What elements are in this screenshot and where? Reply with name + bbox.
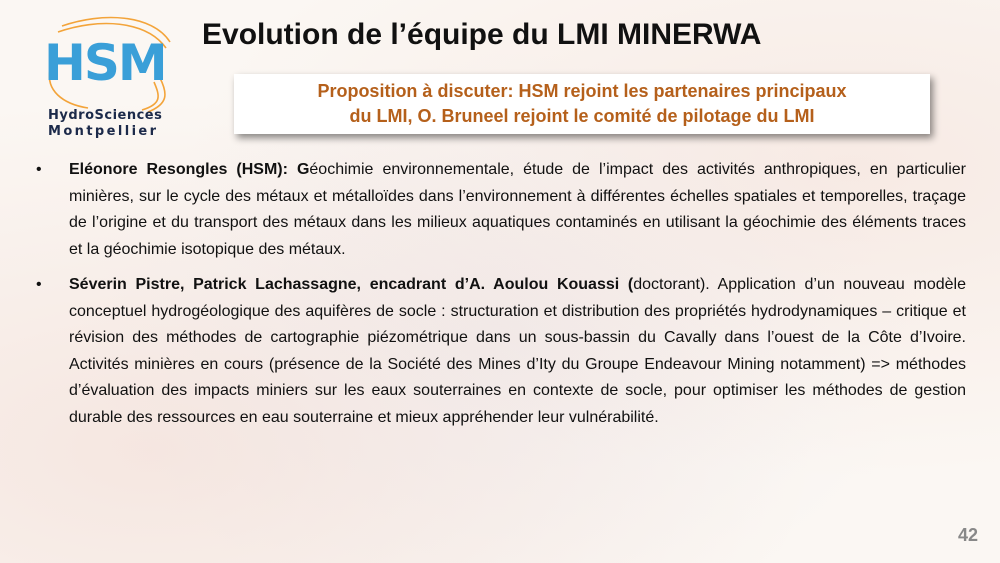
proposal-box (234, 74, 930, 134)
proposal-line-2: du LMI, O. Bruneel rejoint le comité de pilotage du LMI (349, 106, 815, 126)
bullet-icon: • (36, 276, 42, 293)
bullet-text: doctorant). Application d’un nouveau modèle conceptuel hydrogéologique des aquifères de socle : structuration et distribution des propriétés hydrodynamiques – critique et révision des méthodes de cartographie piézométrique dans un sous-bassin du Cavally dans l’ouest de la Côte d’Ivoire. Activités minières en cours (présence de la Société des Mines d’Ity du Groupe Endeavour Mining notamment) => méthodes d’évaluation des impacts miniers sur les eaux souterraines en contexte de socle, pour optimiser les méthodes de gestion durable des ressources en eau souterraine et mieux appréhender leur vulnérabilité. (69, 276, 966, 426)
logo-tagline (48, 108, 188, 140)
bullet-item-pistre (36, 272, 966, 431)
bullet-lead: Séverin Pistre, Patrick Lachassagne, encadrant d’A. Aoulou Kouassi ( (69, 276, 634, 293)
bullet-icon: • (36, 161, 42, 178)
bullet-lead: Eléonore Resongles (HSM): G (69, 161, 310, 178)
bullet-text: éochimie environnementale, étude de l’impact des activités anthropiques, en particulier minières, sur le cycle des métaux et métalloïdes dans l’environnement à différentes échelles spatiales et temporelles, traçage de l’origine et du transport des métaux dans les milieux aquatiques contaminés en utilisant la géochimie des éléments traces et la géochimie isotopique des métaux. (69, 161, 966, 258)
slide-title: Evolution de l’équipe du LMI MINERWA (202, 18, 762, 51)
bullet-item-resongles (36, 157, 966, 263)
proposal-text (234, 79, 930, 129)
proposal-line-1: Proposition à discuter: HSM rejoint les partenaires principaux (317, 81, 847, 101)
logo-letters: HSM (44, 34, 166, 92)
page-number: 42 (957, 525, 978, 545)
bullet-list (36, 157, 966, 431)
logo-tagline-line1: HydroSciences (48, 108, 163, 123)
logo-tagline-line2: Montpellier (48, 124, 159, 139)
